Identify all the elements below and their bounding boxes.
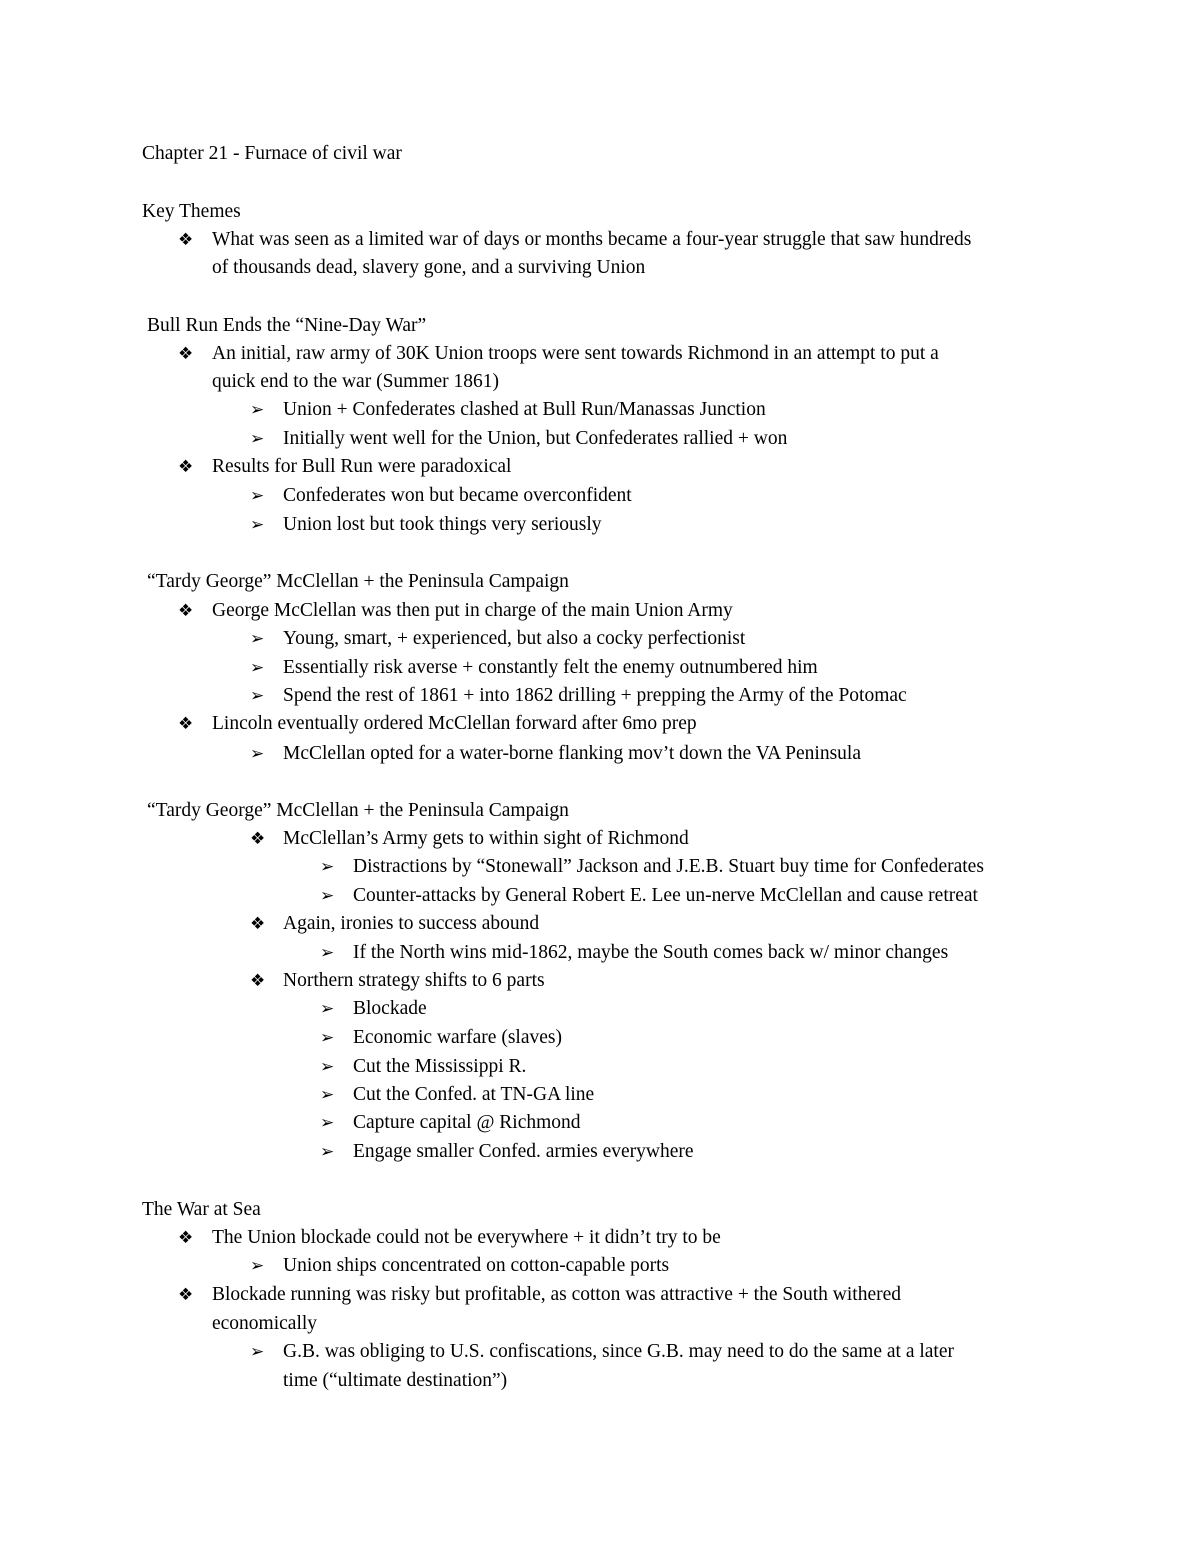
section-heading-key-themes: Key Themes: [142, 201, 241, 222]
sub-bullet-text: Young, smart, + experienced, but also a cocky perfectionist: [283, 628, 746, 649]
sub-bullet-text: Blockade: [353, 998, 427, 1019]
arrow-bullet-icon: ➢: [250, 686, 265, 706]
arrow-bullet-icon: ➢: [250, 486, 265, 506]
diamond-bullet-icon: ❖: [250, 829, 266, 849]
bullet-text: Results for Bull Run were paradoxical: [212, 456, 512, 477]
arrow-bullet-icon: ➢: [320, 1085, 335, 1105]
arrow-bullet-icon: ➢: [250, 629, 265, 649]
bullet-text: Lincoln eventually ordered McClellan forward after 6mo prep: [212, 713, 697, 734]
sub-bullet-text: time (“ultimate destination”): [283, 1370, 508, 1391]
arrow-bullet-icon: ➢: [250, 744, 265, 764]
sub-bullet-text: Cut the Confed. at TN-GA line: [353, 1084, 595, 1105]
diamond-bullet-icon: ❖: [178, 601, 194, 621]
sub-bullet-text: If the North wins mid-1862, maybe the South comes back w/ minor changes: [353, 942, 949, 963]
section-heading-mcclellan: “Tardy George” McClellan + the Peninsula Campaign: [147, 800, 569, 821]
sub-bullet-text: Capture capital @ Richmond: [353, 1112, 581, 1133]
bullet-text: quick end to the war (Summer 1861): [212, 371, 500, 392]
arrow-bullet-icon: ➢: [320, 857, 335, 877]
bullet-text: Again, ironies to success abound: [283, 913, 540, 934]
arrow-bullet-icon: ➢: [320, 999, 335, 1019]
sub-bullet-text: Union lost but took things very seriously: [283, 514, 602, 535]
arrow-bullet-icon: ➢: [250, 429, 265, 449]
sub-bullet-text: Initially went well for the Union, but Confederates rallied + won: [283, 428, 788, 449]
diamond-bullet-icon: ❖: [178, 714, 194, 734]
diamond-bullet-icon: ❖: [250, 914, 266, 934]
sub-bullet-text: Cut the Mississippi R.: [353, 1056, 527, 1077]
arrow-bullet-icon: ➢: [320, 1113, 335, 1133]
sub-bullet-text: Engage smaller Confed. armies everywhere: [353, 1141, 694, 1162]
diamond-bullet-icon: ❖: [178, 1285, 194, 1305]
sub-bullet-text: Union ships concentrated on cotton-capable ports: [283, 1255, 670, 1276]
sub-bullet-text: McClellan opted for a water-borne flanking mov’t down the VA Peninsula: [283, 743, 862, 764]
diamond-bullet-icon: ❖: [250, 971, 266, 991]
arrow-bullet-icon: ➢: [250, 400, 265, 420]
bullet-text: Blockade running was risky but profitable, as cotton was attractive + the South withered: [212, 1284, 901, 1305]
arrow-bullet-icon: ➢: [250, 515, 265, 535]
sub-bullet-text: Counter-attacks by General Robert E. Lee un-nerve McClellan and cause retreat: [353, 885, 978, 906]
bullet-text: economically: [212, 1313, 318, 1334]
arrow-bullet-icon: ➢: [250, 1256, 265, 1276]
section-heading-mcclellan: “Tardy George” McClellan + the Peninsula Campaign: [147, 571, 569, 592]
bullet-text: An initial, raw army of 30K Union troops were sent towards Richmond in an attempt to put a: [212, 343, 939, 364]
diamond-bullet-icon: ❖: [178, 1228, 194, 1248]
sub-bullet-text: Spend the rest of 1861 + into 1862 drilling + prepping the Army of the Potomac: [283, 685, 907, 706]
diamond-bullet-icon: ❖: [178, 344, 194, 364]
section-heading-bull-run: Bull Run Ends the “Nine-Day War”: [147, 315, 427, 336]
sub-bullet-text: Confederates won but became overconfident: [283, 485, 632, 506]
arrow-bullet-icon: ➢: [320, 886, 335, 906]
arrow-bullet-icon: ➢: [320, 1057, 335, 1077]
arrow-bullet-icon: ➢: [250, 1342, 265, 1362]
section-heading-war-at-sea: The War at Sea: [142, 1199, 261, 1220]
sub-bullet-text: Essentially risk averse + constantly felt the enemy outnumbered him: [283, 657, 818, 678]
sub-bullet-text: G.B. was obliging to U.S. confiscations, since G.B. may need to do the same at a later: [283, 1341, 954, 1362]
sub-bullet-text: Economic warfare (slaves): [353, 1027, 562, 1048]
arrow-bullet-icon: ➢: [320, 1142, 335, 1162]
sub-bullet-text: Union + Confederates clashed at Bull Run/Manassas Junction: [283, 399, 766, 420]
bullet-text: of thousands dead, slavery gone, and a surviving Union: [212, 257, 646, 278]
arrow-bullet-icon: ➢: [320, 1028, 335, 1048]
bullet-text: George McClellan was then put in charge of the main Union Army: [212, 600, 733, 621]
sub-bullet-text: Distractions by “Stonewall” Jackson and J.E.B. Stuart buy time for Confederates: [353, 856, 984, 877]
diamond-bullet-icon: ❖: [178, 457, 194, 477]
bullet-text: The Union blockade could not be everywhere + it didn’t try to be: [212, 1227, 721, 1248]
bullet-text: Northern strategy shifts to 6 parts: [283, 970, 545, 991]
arrow-bullet-icon: ➢: [320, 943, 335, 963]
document-title: Chapter 21 - Furnace of civil war: [142, 143, 402, 164]
diamond-bullet-icon: ❖: [178, 230, 194, 250]
bullet-text: What was seen as a limited war of days or months became a four-year struggle that saw hundreds: [212, 229, 972, 250]
arrow-bullet-icon: ➢: [250, 658, 265, 678]
bullet-text: McClellan’s Army gets to within sight of Richmond: [283, 828, 689, 849]
